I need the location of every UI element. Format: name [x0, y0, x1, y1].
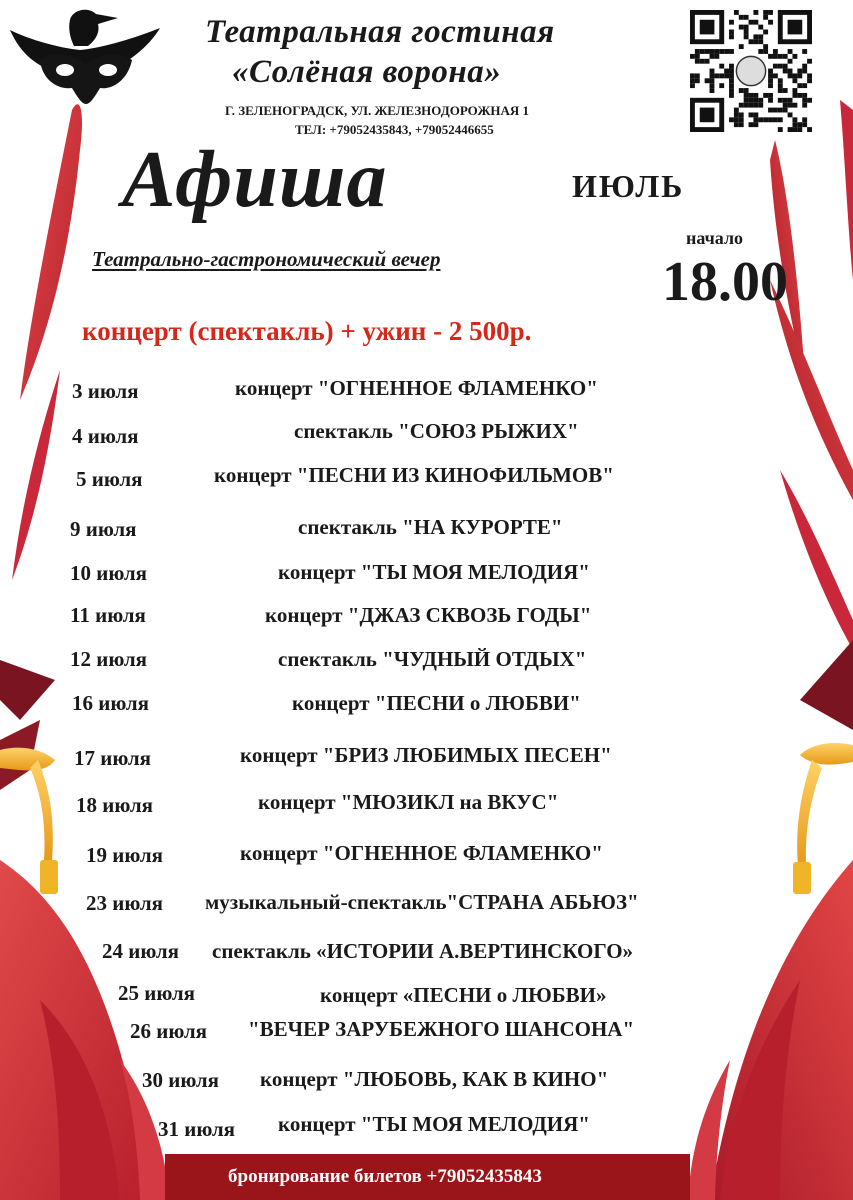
- event-title: спектакль "ЧУДНЫЙ ОТДЫХ": [278, 647, 587, 671]
- event-date: 18 июля: [76, 793, 154, 817]
- event-title: концерт "ПЕСНИ о ЛЮБВИ": [292, 691, 581, 715]
- event-title: музыкальный-спектакль"СТРАНА АБЬЮЗ": [205, 890, 639, 914]
- event-date: 24 июля: [102, 939, 180, 963]
- event-date: 5 июля: [76, 467, 143, 491]
- event-date: 25 июля: [118, 981, 196, 1005]
- event-date: 16 июля: [72, 691, 150, 715]
- event-date: 9 июля: [70, 517, 137, 541]
- event-title: концерт "ДЖАЗ СКВОЗЬ ГОДЫ": [265, 603, 592, 627]
- crow-mask-icon: [0, 0, 170, 110]
- event-title: концерт "ТЫ МОЯ МЕЛОДИЯ": [278, 560, 590, 584]
- event-title: спектакль "СОЮЗ РЫЖИХ": [294, 419, 579, 443]
- event-title: концерт «ПЕСНИ о ЛЮБВИ»: [320, 983, 607, 1007]
- venue-phones: ТЕЛ: +79052435843, +79052446655: [295, 122, 494, 137]
- event-date: 30 июля: [142, 1068, 220, 1092]
- event-title: концерт "ТЫ МОЯ МЕЛОДИЯ": [278, 1112, 590, 1136]
- event-date: 26 июля: [130, 1019, 208, 1043]
- event-title: спектакль «ИСТОРИИ А.ВЕРТИНСКОГО»: [212, 939, 634, 963]
- start-time: 18.00: [662, 251, 788, 313]
- month-label: ИЮЛЬ: [572, 168, 685, 204]
- event-date: 11 июля: [70, 603, 146, 627]
- event-title: концерт "ПЕСНИ ИЗ КИНОФИЛЬМОВ": [214, 463, 614, 487]
- event-date: 31 июля: [158, 1117, 236, 1141]
- qr-code-icon: [690, 10, 812, 132]
- poster-subtitle: Театрально-гастрономический вечер: [92, 247, 441, 271]
- event-title: концерт "ЛЮБОВЬ, КАК В КИНО": [260, 1067, 609, 1091]
- event-title: концерт "МЮЗИКЛ на ВКУС": [258, 790, 559, 814]
- event-title: концерт "БРИЗ ЛЮБИМЫХ ПЕСЕН": [240, 743, 612, 767]
- venue-title: Театральная гостиная: [205, 14, 555, 50]
- event-date: 12 июля: [70, 647, 148, 671]
- event-date: 10 июля: [70, 561, 148, 585]
- event-title: концерт "ОГНЕННОЕ ФЛАМЕНКО": [235, 376, 598, 400]
- booking-phone[interactable]: бронирование билетов +79052435843: [228, 1166, 542, 1187]
- event-date: 4 июля: [72, 424, 139, 448]
- event-date: 17 июля: [74, 746, 152, 770]
- event-date: 23 июля: [86, 891, 164, 915]
- event-title: спектакль "НА КУРОРТЕ": [298, 515, 563, 539]
- start-label: начало: [686, 228, 744, 248]
- event-title: "ВЕЧЕР ЗАРУБЕЖНОГО ШАНСОНА": [248, 1017, 635, 1041]
- venue-name: «Солёная ворона»: [232, 54, 502, 90]
- venue-address: Г. ЗЕЛЕНОГРАДСК, УЛ. ЖЕЛЕЗНОДОРОЖНАЯ 1: [225, 103, 529, 118]
- event-date: 19 июля: [86, 843, 164, 867]
- event-date: 3 июля: [72, 379, 139, 403]
- price-line: концерт (спектакль) + ужин - 2 500р.: [82, 316, 532, 346]
- poster-heading: Афиша: [122, 136, 388, 224]
- event-title: концерт "ОГНЕННОЕ ФЛАМЕНКО": [240, 841, 603, 865]
